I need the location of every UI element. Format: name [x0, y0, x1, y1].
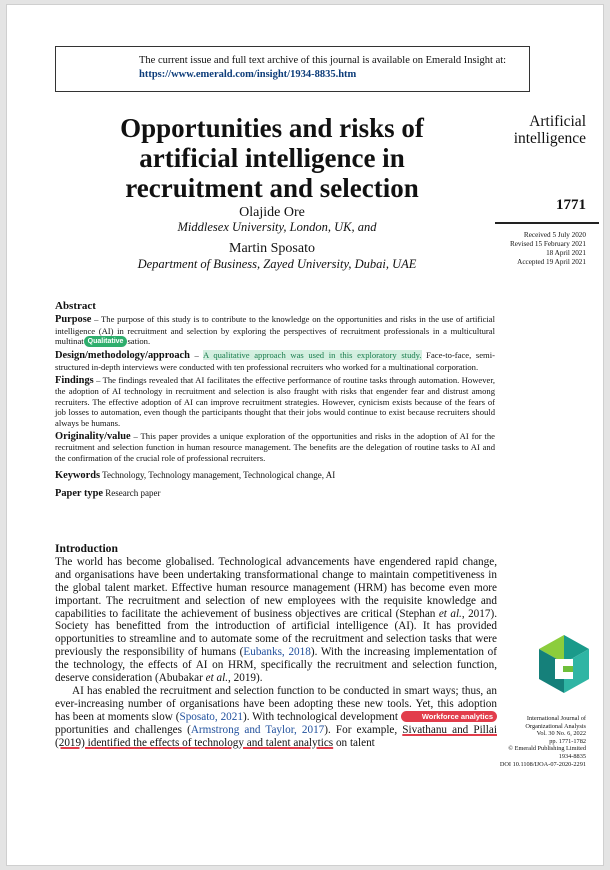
running-head	[514, 113, 586, 147]
design-dash: –	[189, 350, 203, 361]
journal-info-line-3: Vol. 30 No. 6, 2022	[536, 730, 586, 738]
author-name-2: Martin Sposato	[229, 241, 315, 256]
underlined-passage[interactable]: Sivathanu and Pillai (2019) identified the effects of technology and talent analytics	[55, 723, 497, 749]
paper-type-text: Research paper	[103, 487, 161, 498]
citation-link-eubanks[interactable]: Eubanks, 2018	[243, 646, 311, 659]
article-history	[510, 231, 586, 267]
date-accepted: Accepted 19 April 2021	[517, 258, 586, 266]
intro-paragraph-2	[55, 685, 497, 750]
paper-type-label: Paper type	[55, 487, 104, 499]
intro-p2-text-a: AI has enabled the recruitment and selection function to be conducted in smart ways; thus, an ever-increasing number of organisations have been adopting these new tools. Yet, this adoption has been at moments slow (	[55, 684, 497, 723]
purpose-text-a: – The purpose of this study is to contribute to the knowledge on the opportunities and risks in the use of artificial intelligence (AI) in recruitment and selection by exploring the perspectives of recruitment professionals in a multicultural multinat	[55, 314, 495, 347]
running-head-line-2: intelligence	[513, 130, 586, 147]
date-received: Received 5 July 2020	[523, 231, 586, 239]
intro-paragraph-1	[55, 556, 497, 685]
author-name-1: Olajide Ore	[239, 205, 305, 220]
date-revised-2: 18 April 2021	[546, 249, 586, 257]
emerald-logo-icon	[539, 635, 589, 693]
intro-p1-text-b: , 2017). Society has benefitted from the introduction of artificial intelligence (AI). It has provided opportunities to streamline and to automate some of the recruitment and selection tasks that were previously the responsibility of humans (	[55, 607, 497, 659]
article-title: Opportunities and risks of artificial intelligence in recruitment and selection	[120, 113, 424, 203]
intro-p1-etal-1: et al.	[438, 607, 462, 620]
intro-p2-text-e: on talent	[333, 736, 375, 749]
introduction-section	[55, 543, 497, 750]
citation-link-armstrong[interactable]: Armstrong and Taylor, 2017	[190, 723, 325, 736]
design-highlight[interactable]: A qualitative approach was used in this exploratory study.	[202, 350, 422, 361]
introduction-heading: Introduction	[55, 542, 118, 555]
keywords	[55, 470, 495, 481]
intro-p1-etal-2: et al.	[205, 672, 229, 685]
design-label: Design/methodology/approach	[55, 350, 190, 362]
purpose-text-b: sation.	[127, 336, 151, 347]
journal-info-line-2: Organizational Analysis	[525, 722, 586, 730]
abstract-findings	[55, 375, 495, 428]
findings-text: – The findings revealed that AI facilitates the effective performance of routine tasks through automation. However, the adoption of AI technology in recruitment and selection is also fraught with risks that engender fear and distrust among recruiters. The effective adoption of AI can improve recruitment strategies. However, cynicism exists because of the fears of job losses to automation, even though the participants thought that their jobs would continue to exist because recruiters should always be humans.	[55, 375, 495, 428]
findings-label: Findings	[55, 375, 94, 387]
intro-p2-text-d: ). For example,	[324, 723, 403, 736]
journal-info-line-6: 1934-8835	[558, 752, 586, 760]
intro-p2-text-c: pportunities and challenges (	[55, 723, 191, 736]
article-page	[6, 4, 604, 866]
date-revised-1: Revised 15 February 2021	[509, 240, 586, 248]
journal-info	[476, 715, 586, 768]
running-head-line-1: Artificial	[529, 113, 586, 130]
design-text: Face-to-face, semi-structured in-depth interviews were conducted with ten professional recruiters who worked for a multinational corporation.	[55, 350, 495, 372]
availability-notice	[55, 46, 530, 92]
journal-info-line-1: International Journal of	[526, 715, 586, 722]
keywords-label: Keywords	[55, 470, 101, 482]
originality-label: Originality/value	[55, 431, 131, 443]
abstract-section	[55, 301, 495, 499]
author-affiliation-2: Department of Business, Zayed University, Dubai, UAE	[137, 257, 417, 271]
paper-type	[55, 488, 495, 499]
intro-p2-text-b: ). With technological development	[242, 710, 401, 723]
intro-p1-text-d: , 2019).	[228, 672, 263, 685]
author-affiliation-1: Middlesex University, London, UK, and	[177, 220, 377, 234]
keywords-text: Technology, Technology management, Technological change, AI	[100, 470, 336, 481]
journal-info-doi: DOI 10.1108/IJOA-07-2020-2291	[499, 760, 586, 768]
qualitative-annotation-tag[interactable]: Qualitative	[84, 336, 128, 347]
citation-link-sposato[interactable]: Sposato, 2021	[179, 710, 243, 723]
notice-text: The current issue and full text archive of this journal is available on Emerald Insight at:	[139, 55, 507, 66]
workforce-analytics-tag[interactable]: Workforce analytics	[401, 711, 497, 722]
journal-info-line-4: pp. 1771-1782	[549, 737, 586, 745]
intro-p1-text-c: ). With the increasing implementation of the technology, the effects of AI on HRM, specifically the recruitment and selection function, deserve consideration (Abubakar	[55, 646, 497, 685]
abstract-heading: Abstract	[55, 300, 96, 312]
abstract-purpose	[55, 314, 495, 347]
sidebar-divider	[495, 222, 599, 224]
journal-url-link[interactable]: https://www.emerald.com/insight/1934-8835.htm	[139, 69, 357, 80]
intro-p1-text-a: The world has become globalised. Technological advancements have engendered rapid change, and organisations have been undertaking transformational change to maintain competitiveness in the global talent market. Effective human resource management (HRM) has become even more important. The recruitment and selection of new employees with the requisite knowledge and capabilities to facilitate the achievement of business objectives are critical (Stephan	[55, 555, 497, 620]
abstract-originality	[55, 431, 495, 463]
page-number: 1771	[556, 197, 586, 213]
journal-info-line-5: © Emerald Publishing Limited	[508, 745, 586, 753]
originality-text: – This paper provides a unique exploration of the opportunities and risks in the adoption of AI for the recruitment and selection function in human resource management. The benefits are the delegation of routine tasks to AI and the confirmation of the crucial role of professional recruiters.	[55, 431, 495, 463]
purpose-label: Purpose	[55, 314, 92, 326]
abstract-design	[55, 350, 495, 372]
